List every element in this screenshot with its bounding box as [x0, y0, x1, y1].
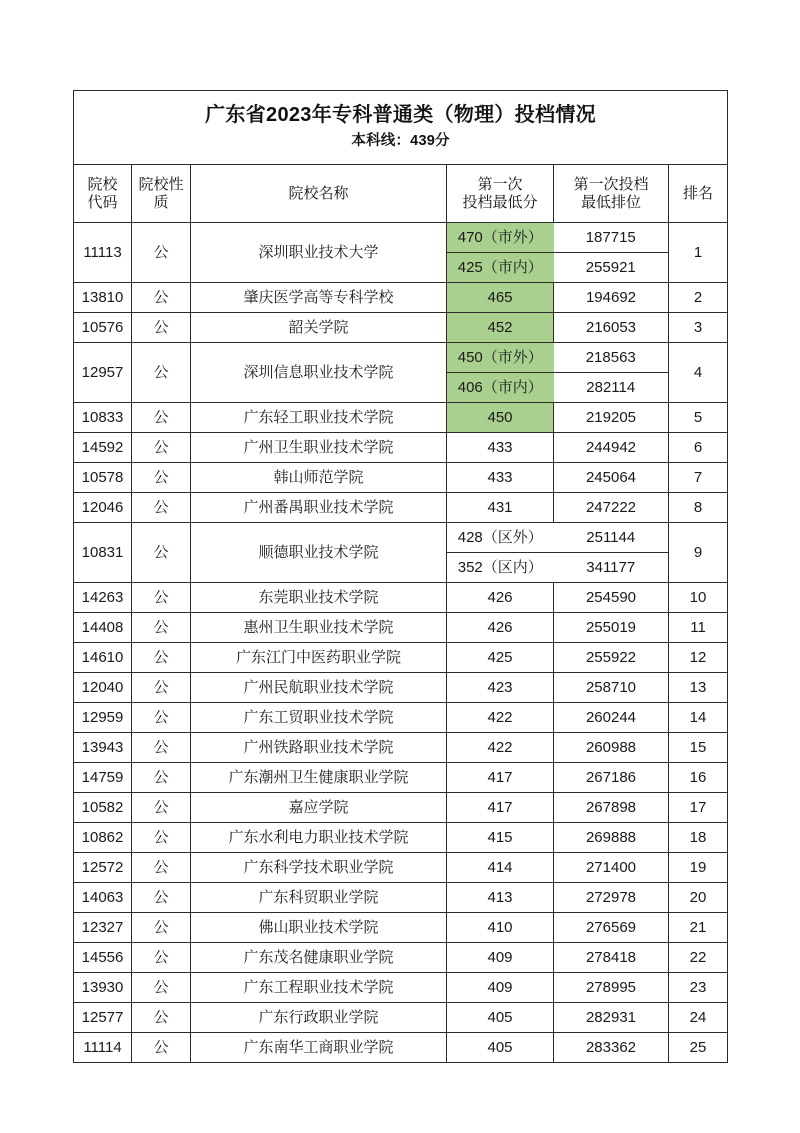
cell-institution-name: 广东科学技术职业学院 — [191, 853, 447, 883]
cell-institution-code: 10576 — [74, 313, 132, 343]
cell-institution-code: 12327 — [74, 913, 132, 943]
admission-score-sheet — [73, 90, 727, 1063]
cell-min-ranking: 267186 — [554, 763, 669, 793]
header-name-line1: 院校名称 — [288, 184, 349, 202]
header-type-line2: 质 — [153, 193, 169, 211]
cell-institution-code: 12040 — [74, 673, 132, 703]
cell-min-score: 426 — [447, 613, 554, 643]
cell-institution-code: 13943 — [74, 733, 132, 763]
cell-institution-name: 广东茂名健康职业学院 — [191, 943, 447, 973]
cell-min-score: 413 — [447, 883, 554, 913]
cell-institution-type: 公 — [132, 1003, 191, 1033]
cell-min-score-group — [447, 343, 554, 403]
cell-min-ranking: 187715 — [554, 223, 669, 253]
table-body — [74, 91, 728, 1063]
cell-institution-type: 公 — [132, 583, 191, 613]
table-row — [74, 973, 728, 1003]
cell-institution-type: 公 — [132, 613, 191, 643]
cell-institution-code: 10833 — [74, 403, 132, 433]
table-row — [74, 853, 728, 883]
cell-min-ranking: 260988 — [554, 733, 669, 763]
cell-rank-order: 5 — [669, 403, 728, 433]
table-row — [74, 943, 728, 973]
column-header-score — [447, 165, 554, 223]
cell-rank-order: 16 — [669, 763, 728, 793]
cell-institution-type: 公 — [132, 523, 191, 583]
cell-institution-type: 公 — [132, 223, 191, 283]
cell-rank-order: 19 — [669, 853, 728, 883]
header-type-line1: 院校性 — [138, 175, 184, 193]
cell-min-ranking: 267898 — [554, 793, 669, 823]
cell-min-ranking: 276569 — [554, 913, 669, 943]
table-row — [74, 823, 728, 853]
title-cell — [74, 91, 728, 165]
cell-institution-name: 广东工程职业技术学院 — [191, 973, 447, 1003]
cell-min-score: 406（市内） — [447, 373, 554, 403]
header-order-line1: 排名 — [683, 184, 714, 202]
cell-min-score: 428（区外） — [447, 523, 554, 553]
cell-rank-order: 17 — [669, 793, 728, 823]
cell-rank-order: 4 — [669, 343, 728, 403]
title-row — [74, 91, 728, 165]
header-code-line1: 院校 — [87, 175, 118, 193]
cell-min-score: 415 — [447, 823, 554, 853]
cell-min-score: 352（区内） — [447, 553, 554, 583]
cell-institution-name: 广东潮州卫生健康职业学院 — [191, 763, 447, 793]
cell-institution-code: 14263 — [74, 583, 132, 613]
cell-institution-type: 公 — [132, 853, 191, 883]
header-score-line2: 投档最低分 — [462, 193, 538, 211]
cell-min-score: 409 — [447, 973, 554, 1003]
cell-institution-type: 公 — [132, 823, 191, 853]
cell-institution-code: 10582 — [74, 793, 132, 823]
cell-institution-code: 11113 — [74, 223, 132, 283]
cell-institution-name: 深圳职业技术大学 — [191, 223, 447, 283]
cell-min-ranking: 219205 — [554, 403, 669, 433]
cell-institution-code: 13930 — [74, 973, 132, 1003]
cell-institution-code: 12572 — [74, 853, 132, 883]
table-row — [74, 523, 728, 583]
cell-institution-type: 公 — [132, 943, 191, 973]
cell-institution-name: 广州番禺职业技术学院 — [191, 493, 447, 523]
cell-institution-type: 公 — [132, 493, 191, 523]
cell-min-score: 417 — [447, 793, 554, 823]
cell-institution-type: 公 — [132, 433, 191, 463]
cell-min-score: 425 — [447, 643, 554, 673]
table-row — [74, 493, 728, 523]
table-row — [74, 763, 728, 793]
cell-min-ranking: 254590 — [554, 583, 669, 613]
cell-rank-order: 7 — [669, 463, 728, 493]
cell-min-ranking: 271400 — [554, 853, 669, 883]
cell-min-score: 470（市外） — [447, 223, 554, 253]
cell-min-ranking-group — [554, 343, 669, 403]
cell-rank-order: 21 — [669, 913, 728, 943]
cell-institution-code: 14408 — [74, 613, 132, 643]
cell-min-ranking: 247222 — [554, 493, 669, 523]
cell-institution-name: 广东工贸职业技术学院 — [191, 703, 447, 733]
cell-institution-name: 广州卫生职业技术学院 — [191, 433, 447, 463]
cell-rank-order: 12 — [669, 643, 728, 673]
cell-min-score: 450 — [447, 403, 554, 433]
table-row — [74, 1033, 728, 1063]
cell-min-score: 417 — [447, 763, 554, 793]
cell-institution-code: 14610 — [74, 643, 132, 673]
cell-min-score: 405 — [447, 1033, 554, 1063]
cell-min-ranking: 255921 — [554, 253, 669, 283]
table-row — [74, 673, 728, 703]
table-row — [74, 793, 728, 823]
cell-institution-name: 肇庆医学高等专科学校 — [191, 283, 447, 313]
cell-institution-name: 广东南华工商职业学院 — [191, 1033, 447, 1063]
cell-rank-order: 14 — [669, 703, 728, 733]
header-ranking-line2: 最低排位 — [580, 193, 641, 211]
cell-min-ranking: 283362 — [554, 1033, 669, 1063]
cell-min-score: 422 — [447, 703, 554, 733]
cell-min-score: 450（市外） — [447, 343, 554, 373]
table-row — [74, 913, 728, 943]
cell-institution-code: 14759 — [74, 763, 132, 793]
cell-min-ranking: 278418 — [554, 943, 669, 973]
cell-min-ranking: 216053 — [554, 313, 669, 343]
cell-rank-order: 24 — [669, 1003, 728, 1033]
column-header-order — [669, 165, 728, 223]
cell-min-score: 414 — [447, 853, 554, 883]
cell-min-score: 431 — [447, 493, 554, 523]
table-row — [74, 883, 728, 913]
cell-institution-name: 广东水利电力职业技术学院 — [191, 823, 447, 853]
cell-institution-type: 公 — [132, 673, 191, 703]
cell-institution-type: 公 — [132, 703, 191, 733]
cell-min-ranking: 269888 — [554, 823, 669, 853]
cell-institution-name: 广东江门中医药职业学院 — [191, 643, 447, 673]
cell-institution-name: 深圳信息职业技术学院 — [191, 343, 447, 403]
cell-institution-name: 顺德职业技术学院 — [191, 523, 447, 583]
table-row — [74, 283, 728, 313]
cell-rank-order: 11 — [669, 613, 728, 643]
cell-institution-code: 12957 — [74, 343, 132, 403]
cell-institution-name: 广东科贸职业学院 — [191, 883, 447, 913]
header-code-line2: 代码 — [87, 193, 118, 211]
cell-institution-name: 东莞职业技术学院 — [191, 583, 447, 613]
cell-institution-code: 10578 — [74, 463, 132, 493]
cell-min-ranking: 244942 — [554, 433, 669, 463]
table-row — [74, 403, 728, 433]
cell-rank-order: 20 — [669, 883, 728, 913]
cell-min-ranking: 218563 — [554, 343, 669, 373]
cell-min-score: 410 — [447, 913, 554, 943]
cell-institution-type: 公 — [132, 643, 191, 673]
cell-min-ranking: 260244 — [554, 703, 669, 733]
cell-min-ranking: 282931 — [554, 1003, 669, 1033]
table-row — [74, 463, 728, 493]
cell-institution-code: 14592 — [74, 433, 132, 463]
cell-institution-code: 12577 — [74, 1003, 132, 1033]
cell-min-score: 426 — [447, 583, 554, 613]
cell-institution-type: 公 — [132, 733, 191, 763]
undergraduate-line-note: 本科线：439分 — [351, 133, 450, 150]
cell-rank-order: 6 — [669, 433, 728, 463]
admission-table — [73, 90, 728, 1063]
cell-min-ranking-group — [554, 223, 669, 283]
cell-min-score: 433 — [447, 433, 554, 463]
table-row — [74, 313, 728, 343]
cell-min-ranking: 255922 — [554, 643, 669, 673]
table-row — [74, 643, 728, 673]
cell-rank-order: 10 — [669, 583, 728, 613]
table-row — [74, 613, 728, 643]
cell-institution-type: 公 — [132, 403, 191, 433]
cell-rank-order: 25 — [669, 1033, 728, 1063]
cell-rank-order: 2 — [669, 283, 728, 313]
cell-rank-order: 3 — [669, 313, 728, 343]
page-title: 广东省2023年专科普通类（物理）投档情况 — [205, 103, 596, 126]
cell-institution-type: 公 — [132, 913, 191, 943]
cell-institution-name: 广州民航职业技术学院 — [191, 673, 447, 703]
cell-institution-code: 10862 — [74, 823, 132, 853]
cell-institution-code: 10831 — [74, 523, 132, 583]
cell-min-ranking-group — [554, 523, 669, 583]
table-row — [74, 703, 728, 733]
cell-min-score: 425（市内） — [447, 253, 554, 283]
cell-institution-type: 公 — [132, 463, 191, 493]
cell-min-ranking: 278995 — [554, 973, 669, 1003]
cell-min-score: 465 — [447, 283, 554, 313]
cell-min-ranking: 258710 — [554, 673, 669, 703]
cell-rank-order: 1 — [669, 223, 728, 283]
cell-min-score: 452 — [447, 313, 554, 343]
cell-institution-type: 公 — [132, 283, 191, 313]
cell-min-score-group — [447, 223, 554, 283]
cell-institution-type: 公 — [132, 883, 191, 913]
table-row — [74, 433, 728, 463]
column-header-ranking — [554, 165, 669, 223]
column-header-code — [74, 165, 132, 223]
header-score-line1: 第一次 — [477, 175, 523, 193]
cell-rank-order: 9 — [669, 523, 728, 583]
cell-rank-order: 18 — [669, 823, 728, 853]
cell-institution-name: 韶关学院 — [191, 313, 447, 343]
cell-min-score-group — [447, 523, 554, 583]
cell-institution-type: 公 — [132, 1033, 191, 1063]
cell-rank-order: 23 — [669, 973, 728, 1003]
cell-min-ranking: 341177 — [554, 553, 669, 583]
cell-institution-name: 广东行政职业学院 — [191, 1003, 447, 1033]
cell-rank-order: 22 — [669, 943, 728, 973]
cell-institution-type: 公 — [132, 763, 191, 793]
cell-institution-type: 公 — [132, 343, 191, 403]
cell-min-ranking: 282114 — [554, 373, 669, 403]
column-header-name — [191, 165, 447, 223]
cell-institution-name: 广东轻工职业技术学院 — [191, 403, 447, 433]
cell-min-ranking: 272978 — [554, 883, 669, 913]
cell-rank-order: 13 — [669, 673, 728, 703]
cell-min-score: 405 — [447, 1003, 554, 1033]
cell-rank-order: 15 — [669, 733, 728, 763]
cell-institution-type: 公 — [132, 793, 191, 823]
cell-min-score: 409 — [447, 943, 554, 973]
cell-institution-name: 韩山师范学院 — [191, 463, 447, 493]
cell-institution-name: 佛山职业技术学院 — [191, 913, 447, 943]
column-header-type — [132, 165, 191, 223]
cell-min-ranking: 251144 — [554, 523, 669, 553]
cell-institution-code: 14063 — [74, 883, 132, 913]
cell-rank-order: 8 — [669, 493, 728, 523]
table-row — [74, 343, 728, 403]
cell-min-score: 423 — [447, 673, 554, 703]
cell-min-score: 422 — [447, 733, 554, 763]
table-row — [74, 1003, 728, 1033]
cell-institution-name: 惠州卫生职业技术学院 — [191, 613, 447, 643]
cell-institution-type: 公 — [132, 313, 191, 343]
cell-institution-code: 12959 — [74, 703, 132, 733]
table-row — [74, 733, 728, 763]
cell-min-ranking: 194692 — [554, 283, 669, 313]
table-row — [74, 223, 728, 283]
cell-min-ranking: 245064 — [554, 463, 669, 493]
cell-institution-code: 11114 — [74, 1033, 132, 1063]
cell-institution-name: 嘉应学院 — [191, 793, 447, 823]
cell-min-score: 433 — [447, 463, 554, 493]
header-row — [74, 165, 728, 223]
cell-institution-code: 14556 — [74, 943, 132, 973]
cell-institution-code: 12046 — [74, 493, 132, 523]
header-ranking-line1: 第一次投档 — [573, 175, 649, 193]
cell-min-ranking: 255019 — [554, 613, 669, 643]
cell-institution-code: 13810 — [74, 283, 132, 313]
table-row — [74, 583, 728, 613]
cell-institution-type: 公 — [132, 973, 191, 1003]
cell-institution-name: 广州铁路职业技术学院 — [191, 733, 447, 763]
